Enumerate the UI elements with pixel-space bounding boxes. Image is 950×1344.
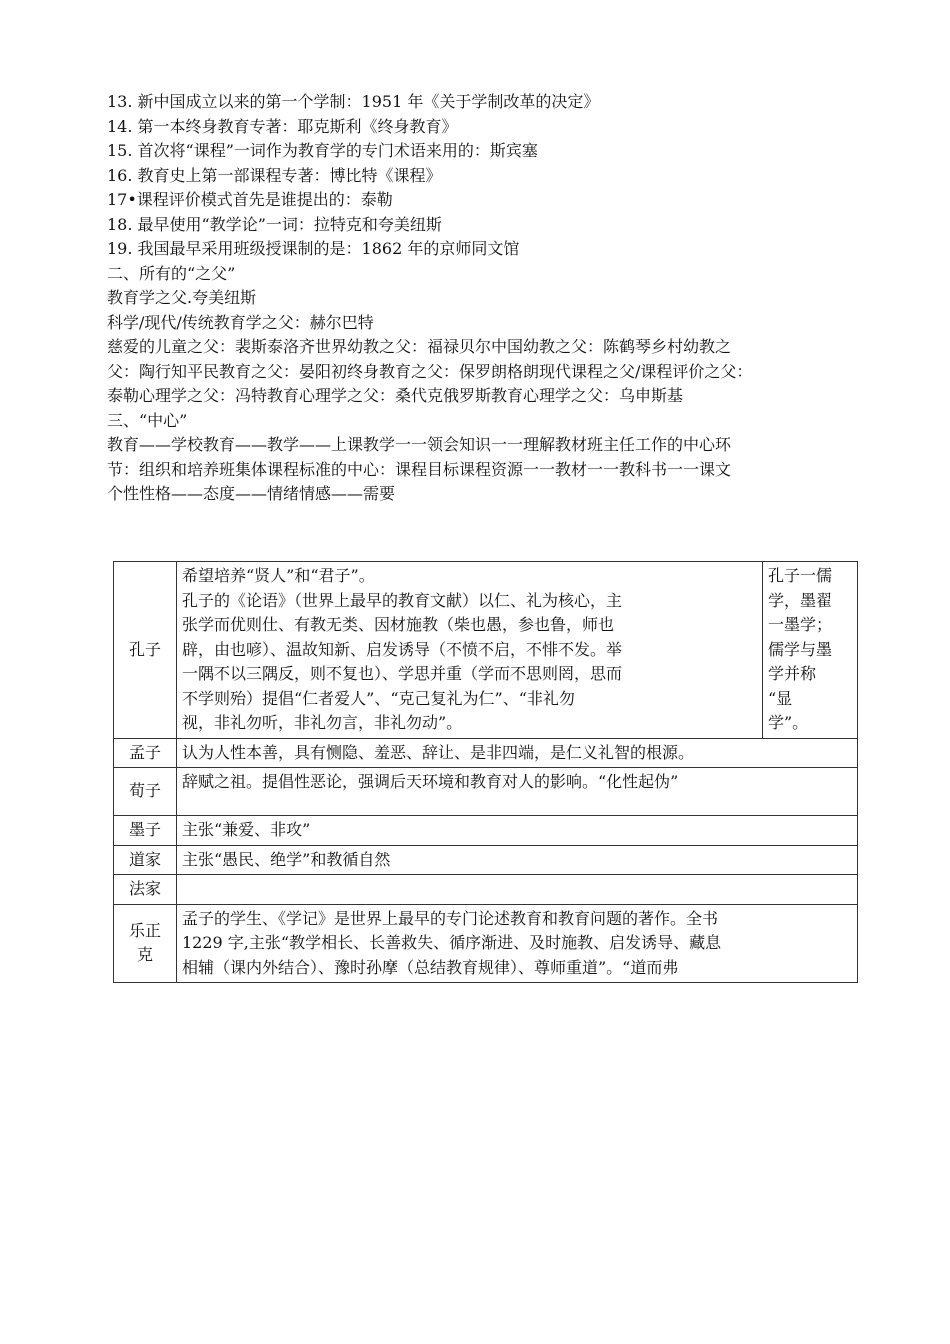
section-heading-center: 三、“中心”: [107, 410, 188, 430]
table-row: [114, 562, 858, 739]
table-row: [114, 875, 858, 905]
text-body: [107, 90, 867, 507]
line-19: 19. 我国最早采用班级授课制的是：1862 年的京师同文馆: [107, 239, 520, 258]
educators-table: [113, 561, 858, 983]
line-16: 16. 教育史上第一部课程专著：博比特《课程》: [107, 165, 442, 185]
line-17: 17•课程评价模式首先是谁提出的：泰勒: [107, 190, 393, 209]
table-cell-note: 孔子一儒 学，墨翟 一墨学； 儒学与墨 学并称 “显 学”。: [763, 562, 858, 739]
table-cell-name: 孔子: [114, 562, 177, 739]
table-row: [114, 816, 858, 846]
table-cell-content: 认为人性本善，具有恻隐、羞恶、辞让、是非四端，是仁义礼智的根源。: [177, 738, 858, 768]
table-cell-content: 主张“愚民、绝学”和教循自然: [177, 845, 858, 875]
table-cell-name: 乐正 克: [114, 904, 177, 983]
table-cell-name: 孟子: [114, 738, 177, 768]
table-cell-content: 主张“兼爱、非攻”: [177, 816, 858, 846]
line-15: 15. 首次将“课程”一词作为教育学的专门术语来用的：斯宾塞: [107, 141, 538, 160]
text-line: 父：陶行知平民教育之父：晏阳初终身教育之父：保罗朗格朗现代课程之父/课程评价之父：: [107, 361, 753, 381]
table-cell-content: 希望培养“贤人”和“君子”。 孔子的《论语》（世界上最早的教育文献）以仁、礼为核心，主 张学而优则仕、有教无类、因材施教（柴也愚，参也鲁，师也 辟，由也喭）、温故知新、启发诱导（不愤不启，不悱不发。举 一隅不以三隅反，则不复也）、学思并重（学而不思则罔，思而 不学则殆）提倡“仁者爱人”、“克己复礼为仁”、“非礼勿 视，非礼勿听，非礼勿言，非礼勿动”。: [177, 562, 763, 739]
table-cell-content: 孟子的学生、《学记》是世界上最早的专门论述教育和教育问题的著作。全书 1229 字,主张“教学相长、长善救失、循序渐进、及时施教、启发诱导、藏息 相辅（课内外结合）、豫时孙摩（总结教育规律）、尊师重道”。“道而弗: [177, 904, 858, 983]
text-line: 节：组织和培养班集体课程标准的中心：课程目标课程资源一一教材一一教科书一一课文: [107, 459, 732, 479]
line-14: 14. 第一本终身教育专著：耶克斯利《终身教育》: [107, 116, 458, 136]
text-line: 个性性格——态度——情绪情感——需要: [107, 484, 396, 503]
table-cell-name: 墨子: [114, 816, 177, 846]
table-cell-name: 荀子: [114, 768, 177, 816]
section-heading-fathers: 二、所有的“之父”: [107, 263, 236, 283]
line-13: 13. 新中国成立以来的第一个学制：1951 年《关于学制改革的决定》: [107, 92, 600, 111]
table-cell-name: 道家: [114, 845, 177, 875]
text-line: 教育——学校教育——教学——上课教学一一领会知识一一理解教材班主任工作的中心环: [107, 435, 732, 454]
table-cell-content: [177, 875, 858, 905]
table-row: [114, 845, 858, 875]
text-line: 教育学之父.夸美纽斯: [107, 288, 257, 307]
text-line: 科学/现代/传统教育学之父：赫尔巴特: [107, 312, 374, 332]
line-18: 18. 最早使用“教学论”一词：拉特克和夸美纽斯: [107, 214, 442, 234]
table-cell-name: 法家: [114, 875, 177, 905]
table-row: [114, 738, 858, 768]
text-line: 慈爱的儿童之父：裴斯泰洛齐世界幼教之父：福禄贝尔中国幼教之父：陈鹤琴乡村幼教之: [107, 337, 732, 356]
table-cell-content: 辞赋之祖。提倡性恶论，强调后天环境和教育对人的影响。“化性起伪”: [177, 768, 858, 816]
table-row: [114, 904, 858, 983]
table-row: [114, 768, 858, 816]
text-line: 泰勒心理学之父：冯特教育心理学之父：桑代克俄罗斯教育心理学之父：乌申斯基: [107, 386, 684, 405]
